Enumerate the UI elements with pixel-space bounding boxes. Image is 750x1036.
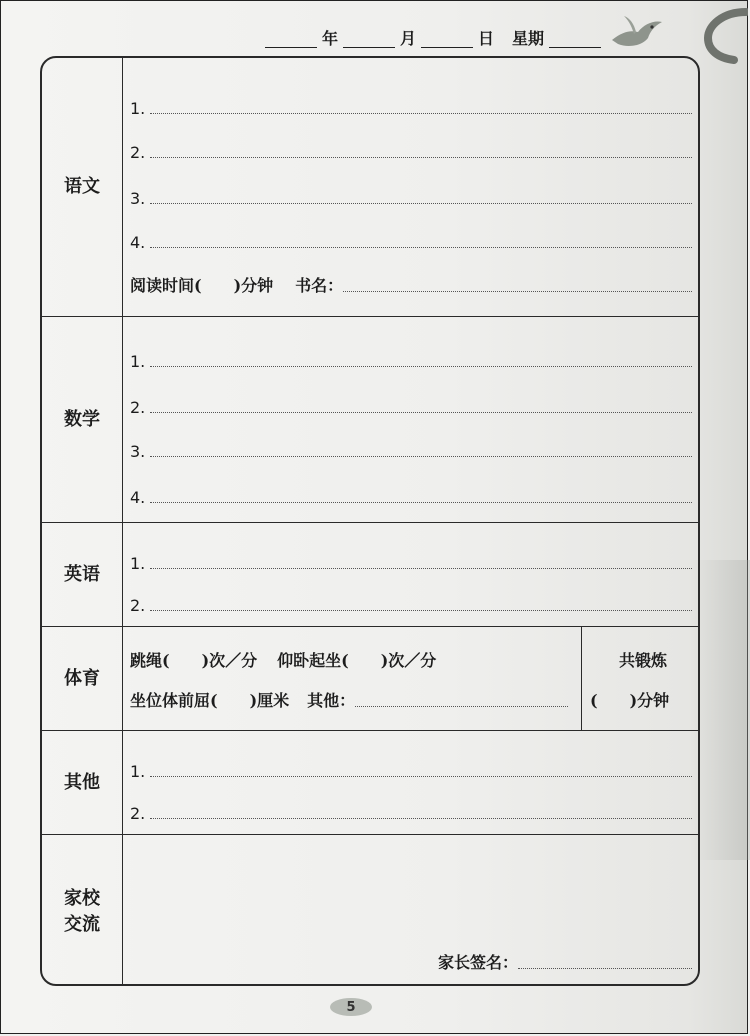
section-other <box>42 730 698 834</box>
date-header <box>262 18 604 48</box>
dotted-line <box>150 455 692 457</box>
line-number: 3. <box>130 189 146 208</box>
subject-home-school-line1: 家校 <box>64 887 100 909</box>
book-name-label: 书名： <box>295 276 344 295</box>
pe-row-1 <box>130 647 568 671</box>
dotted-line <box>150 411 692 413</box>
line-number: 4. <box>130 233 146 252</box>
parent-signature-row <box>438 949 692 973</box>
english-line-1[interactable] <box>130 549 692 573</box>
chinese-line-1[interactable] <box>130 94 692 118</box>
parent-signature-label: 家长签名： <box>438 953 519 972</box>
reading-time-label: 阅读时间( )分钟 <box>130 276 274 295</box>
total-exercise-row <box>592 647 694 671</box>
chinese-line-3[interactable] <box>130 184 692 208</box>
dotted-line <box>150 609 692 611</box>
weekday-field[interactable] <box>549 31 601 48</box>
day-label: 日 <box>478 29 495 48</box>
subject-home-school-line2: 交流 <box>64 913 100 935</box>
pe-other-field[interactable] <box>355 705 568 707</box>
total-minutes-label[interactable]: ( )分钟 <box>590 691 670 710</box>
math-line-4[interactable] <box>130 483 692 507</box>
total-exercise-label: 共锻炼 <box>618 651 667 670</box>
book-name-field[interactable] <box>343 290 692 292</box>
line-number: 4. <box>130 488 146 507</box>
dotted-line <box>150 817 692 819</box>
dotted-line <box>150 202 692 204</box>
math-line-2[interactable] <box>130 393 692 417</box>
sit-reach-label[interactable]: 坐位体前屈( )厘米 <box>130 691 290 710</box>
subject-home-school <box>42 835 122 986</box>
decorative-arc-icon <box>700 8 748 64</box>
subject-other: 其他 <box>64 771 100 793</box>
chinese-line-2[interactable] <box>130 138 692 162</box>
math-line-1[interactable] <box>130 347 692 371</box>
line-number: 3. <box>130 442 146 461</box>
dotted-line <box>150 112 692 114</box>
subject-english: 英语 <box>64 563 100 585</box>
line-number: 2. <box>130 804 146 823</box>
day-field[interactable] <box>421 31 473 48</box>
chinese-line-4[interactable] <box>130 228 692 252</box>
subject-pe: 体育 <box>64 667 100 689</box>
subject-chinese: 语文 <box>64 176 100 197</box>
jump-rope-label[interactable]: 跳绳( )次／分 <box>130 651 258 670</box>
line-number: 1. <box>130 554 146 573</box>
reading-row <box>130 272 692 296</box>
line-number: 1. <box>130 762 146 781</box>
dotted-line <box>150 567 692 569</box>
dotted-line <box>150 501 692 503</box>
section-math <box>42 316 698 522</box>
dotted-line <box>150 246 692 248</box>
total-minutes-row[interactable] <box>590 687 696 711</box>
month-field[interactable] <box>343 31 395 48</box>
homework-table <box>40 56 700 986</box>
other-line-1[interactable] <box>130 757 692 781</box>
line-number: 2. <box>130 398 146 417</box>
weekday-label: 星期 <box>512 29 545 48</box>
math-line-3[interactable] <box>130 437 692 461</box>
section-chinese <box>42 58 698 316</box>
page-number: 5 <box>330 998 372 1016</box>
situps-label[interactable]: 仰卧起坐( )次／分 <box>277 651 437 670</box>
parent-signature-field[interactable] <box>518 967 692 969</box>
line-number: 1. <box>130 352 146 371</box>
other-line-2[interactable] <box>130 799 692 823</box>
english-line-2[interactable] <box>130 591 692 615</box>
bird-icon <box>608 10 664 52</box>
month-label: 月 <box>400 29 417 48</box>
dotted-line <box>150 156 692 158</box>
pe-total-divider <box>581 627 582 730</box>
line-number: 1. <box>130 99 146 118</box>
line-number: 2. <box>130 596 146 615</box>
year-label: 年 <box>322 29 339 48</box>
section-home-school <box>42 834 698 986</box>
line-number: 2. <box>130 143 146 162</box>
pe-row-2 <box>130 687 568 711</box>
pe-other-label: 其他： <box>307 691 356 710</box>
year-field[interactable] <box>265 31 317 48</box>
subject-math: 数学 <box>64 408 100 430</box>
dotted-line <box>150 365 692 367</box>
section-pe <box>42 626 698 730</box>
section-english <box>42 522 698 626</box>
dotted-line <box>150 775 692 777</box>
